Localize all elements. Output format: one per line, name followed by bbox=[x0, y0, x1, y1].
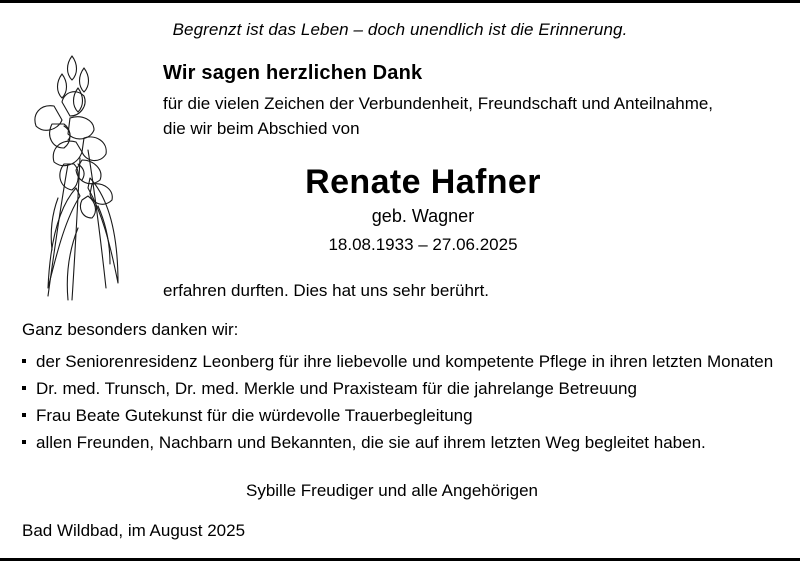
special-thanks-intro: Ganz besonders danken wir: bbox=[22, 320, 239, 339]
place-and-date: Bad Wildbad, im August 2025 bbox=[22, 521, 246, 540]
list-item-text: Frau Beate Gutekunst für die würdevolle Trauerbegleitung bbox=[36, 406, 473, 425]
special-thanks-list bbox=[22, 350, 782, 455]
list-item bbox=[22, 404, 782, 428]
gladiolus-flower-illustration bbox=[18, 38, 148, 308]
thanks-line-1: für die vielen Zeichen der Verbundenheit, Freundschaft und Anteilnahme, bbox=[163, 94, 714, 113]
main-text-block bbox=[163, 62, 783, 301]
list-item bbox=[22, 377, 782, 401]
bullet-icon bbox=[22, 386, 26, 390]
bullet-icon bbox=[22, 413, 26, 417]
list-item-text: allen Freunden, Nachbarn und Bekannten, die sie auf ihrem letzten Weg begleitet haben. bbox=[36, 433, 706, 452]
special-thanks-block bbox=[22, 320, 782, 541]
thanks-line-2: die wir beim Abschied von bbox=[163, 119, 360, 138]
list-item bbox=[22, 431, 782, 455]
list-item-text: Dr. med. Trunsch, Dr. med. Merkle und Praxisteam für die jahrelange Betreuung bbox=[36, 379, 637, 398]
list-item-text: der Seniorenresidenz Leonberg für ihre liebevolle und kompetente Pflege in ihren letzten Monaten bbox=[36, 352, 774, 371]
after-dates-text: erfahren durften. Dies hat uns sehr berührt. bbox=[163, 281, 490, 300]
deceased-born-name: geb. Wagner bbox=[371, 206, 475, 226]
bullet-icon bbox=[22, 359, 26, 363]
deceased-block bbox=[163, 163, 683, 255]
deceased-name: Renate Hafner bbox=[305, 163, 541, 201]
thanks-heading: Wir sagen herzlichen Dank bbox=[163, 62, 423, 84]
top-border-rule bbox=[0, 0, 800, 3]
motto-text: Begrenzt ist das Leben – doch unendlich ist die Erinnerung. bbox=[172, 20, 628, 39]
list-item bbox=[22, 350, 782, 374]
deceased-dates: 18.08.1933 – 27.06.2025 bbox=[328, 235, 518, 254]
bullet-icon bbox=[22, 440, 26, 444]
signature-text: Sybille Freudiger und alle Angehörigen bbox=[245, 481, 539, 500]
